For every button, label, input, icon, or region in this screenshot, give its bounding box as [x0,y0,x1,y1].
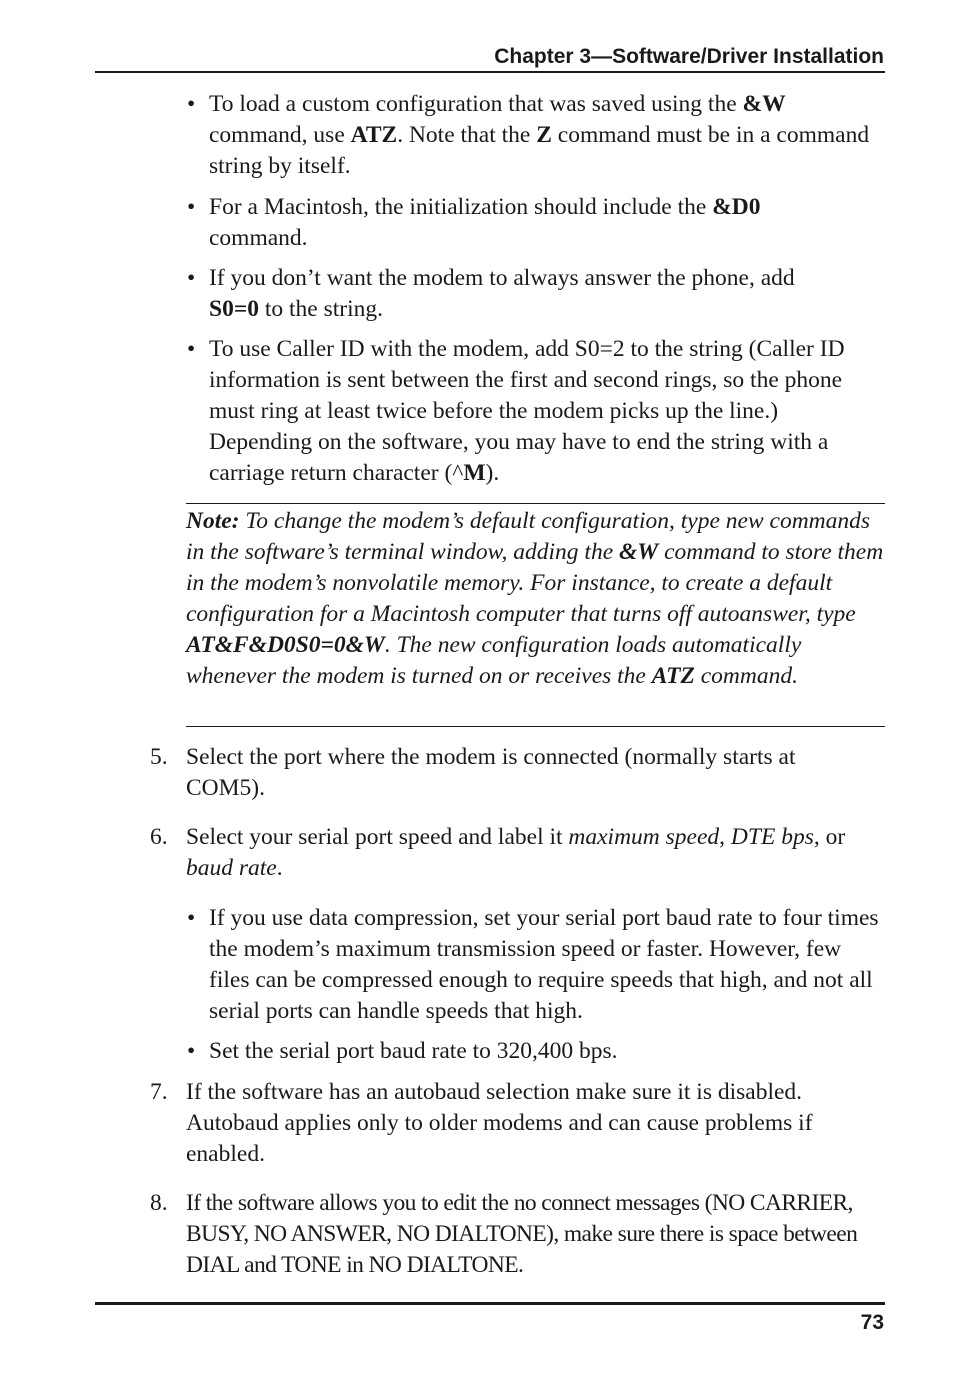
note-block: Note: To change the modem’s default configuration, type new commands in the software’s terminal window, adding the &W command to store them in the modem’s nonvolatile memory. For instance, to create a default configuration for a Macintosh computer that turns off autoanswer, type AT&F&D0S0=0&W. The new configuration loads automatically whenever the modem is turned on or receives the ATZ command. [186,508,884,689]
page-header: Chapter 3—Software/Driver Installation [494,45,884,68]
bullet-marker: • [187,1038,196,1064]
bullet-marker: • [187,265,196,291]
step-number: 6. [150,824,168,850]
bullet-data-compression: If you use data compression, set your serial port baud rate to four times the modem’s maximum transmission speed or faster. However, few files can be compressed enough to require speeds that high, and not all serial ports can handle speeds that high. [209,905,879,1024]
step-number: 5. [150,744,168,770]
step-7-text: If the software has an autobaud selection make sure it is disabled. Autobaud applies only to older modems and can cause problems if enabled. [186,1079,813,1167]
bullet-caller-id: To use Caller ID with the modem, add S0=2 to the string (Caller ID information is sent between the first and second rings, so the phone must ring at least twice before the modem picks up the line.) Depending on the software, you may have to end the string with a carriage return character (^M). [209,336,845,486]
step-8-text: If the software allows you to edit the no connect messages (NO CARRIER, BUSY, NO ANSWER, NO DIALTONE), make sure there is space between DIAL and TONE in NO DIALTONE. [186,1190,858,1278]
bullet-auto-answer: If you don’t want the modem to always answer the phone, add S0=0 to the string. [209,265,795,322]
bullet-marker: • [187,905,196,931]
step-number: 7. [150,1079,168,1105]
step-5-text: Select the port where the modem is connected (normally starts at COM5). [186,744,796,801]
bullet-load-custom-config: To load a custom configuration that was saved using the &W command, use ATZ. Note that the Z command must be in a command string by itself. [209,91,870,179]
step-number: 8. [150,1190,168,1216]
bullet-marker: • [187,336,196,362]
page-number: 73 [860,1311,884,1334]
header-rule [95,71,885,73]
bullet-macintosh-init: For a Macintosh, the initialization should include the &D0 command. [209,194,761,251]
bullet-baud-rate: Set the serial port baud rate to 320,400 bps. [209,1038,618,1064]
note-bottom-rule [186,726,885,727]
note-top-rule [186,503,885,504]
step-6-text: Select your serial port speed and label it maximum speed, DTE bps, or baud rate. [186,824,846,881]
footer-rule [95,1302,885,1305]
bullet-marker: • [187,194,196,220]
note-label: Note: [186,508,240,534]
bullet-marker: • [187,91,196,117]
